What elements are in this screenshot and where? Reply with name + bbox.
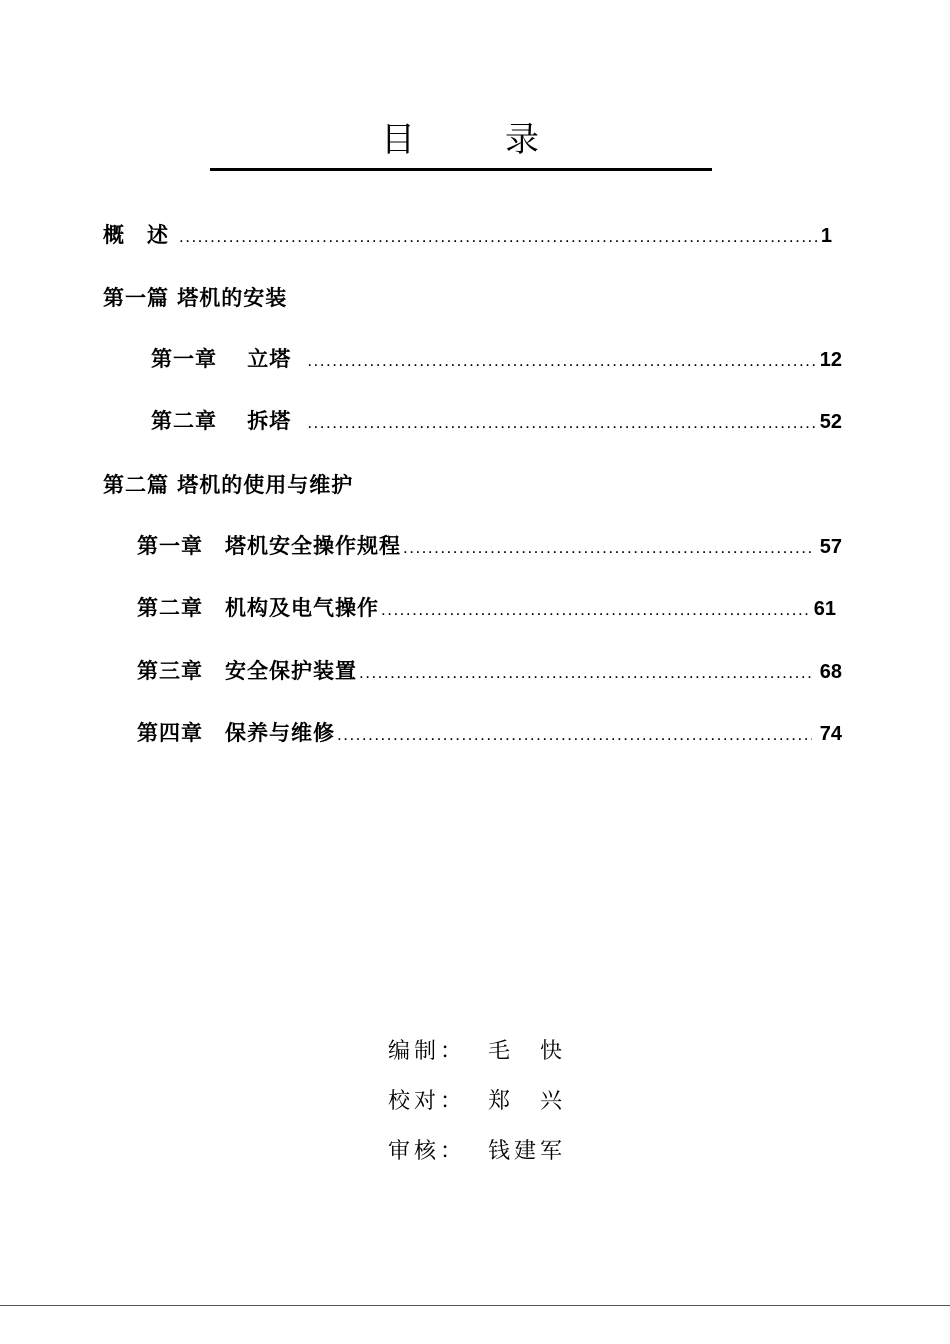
credit-name: 毛 快 [488,1039,567,1064]
toc-entry-chapter[interactable] [151,405,842,435]
credit-role: 校对： [388,1089,467,1114]
toc-leader-dots [337,725,812,745]
toc-entry-chapter[interactable] [137,592,836,622]
toc-entry-page: 52 [819,411,842,433]
toc-leader-dots [307,413,817,433]
toc-part-heading-1[interactable]: 第一篇 塔机的安装 [103,286,288,310]
credit-name: 钱建军 [488,1139,567,1164]
toc-leader-dots [403,538,812,558]
toc-entry-page: 68 [819,661,842,683]
toc-entry-label: 第二章 机构及电气操作 [137,596,379,620]
toc-entry-chapter[interactable] [137,717,842,747]
toc-entry-label: 第三章 安全保护装置 [137,659,357,683]
title-underline [210,168,712,171]
toc-entry-label: 概 述 [103,223,169,247]
toc-leader-dots [179,227,819,247]
toc-entry-page: 57 [819,536,842,558]
toc-entry-label: 第一章 立塔 [151,347,292,371]
toc-entry-chapter[interactable] [151,343,842,373]
credit-name: 郑 兴 [488,1089,567,1114]
toc-entry-overview[interactable] [103,219,842,249]
page-bottom-rule [0,1305,950,1306]
toc-entry-chapter[interactable] [137,530,842,560]
toc-entry-label: 第四章 保养与维修 [137,721,335,745]
toc-entry-chapter[interactable] [137,655,842,685]
toc-entry-page: 12 [819,349,842,371]
toc-entry-page: 74 [819,723,842,745]
toc-entry-page: 61 [813,598,836,620]
toc-leader-dots [381,600,812,620]
credit-proofread-by [388,1084,566,1115]
toc-entry-label: 第二章 拆塔 [151,409,292,433]
toc-leader-dots [307,351,817,371]
page-title: 目 录 [381,120,567,160]
credit-compiled-by [388,1034,566,1065]
credit-role: 审核： [388,1139,467,1164]
toc-entry-page: 1 [820,225,832,247]
toc-entry-label: 第一章 塔机安全操作规程 [137,534,401,558]
toc-part-heading-2[interactable]: 第二篇 塔机的使用与维护 [103,473,354,497]
toc-leader-dots [359,663,812,683]
credit-reviewed-by [388,1134,566,1165]
credit-role: 编制： [388,1039,467,1064]
